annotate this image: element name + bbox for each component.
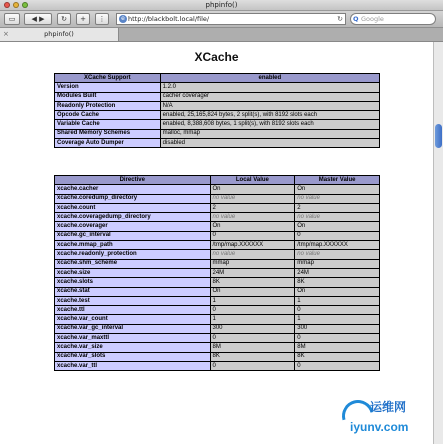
- support-header-cell: XCache Support: [55, 74, 161, 83]
- directive-name: xcache.readonly_protection: [55, 250, 211, 259]
- search-placeholder: Google: [361, 15, 384, 23]
- master-value: 8K: [295, 352, 380, 361]
- vertical-scrollbar[interactable]: [433, 42, 443, 444]
- directive-name: xcache.coveragedump_directory: [55, 213, 211, 222]
- reload-button[interactable]: [57, 13, 71, 25]
- support-table: [54, 73, 380, 148]
- local-value: 8K: [210, 352, 295, 361]
- local-value: no value: [210, 250, 295, 259]
- page-title: XCache: [194, 50, 239, 64]
- master-value: 0: [295, 361, 380, 370]
- printer-icon: ▭: [8, 15, 16, 23]
- directive-table-body: [55, 185, 380, 371]
- search-engine-icon[interactable]: Q: [353, 15, 359, 23]
- directive-name: xcache.count: [55, 203, 211, 212]
- title-bar[interactable]: [0, 0, 443, 11]
- directive-header-cell: Local Value: [210, 176, 295, 185]
- master-value: On: [295, 222, 380, 231]
- support-label: Readonly Protection: [55, 101, 161, 110]
- support-row: [55, 92, 380, 101]
- support-label: Coverage Auto Dumper: [55, 139, 161, 148]
- tab-bar: [0, 28, 443, 42]
- watermark-logo: [336, 396, 436, 440]
- directive-name: xcache.test: [55, 296, 211, 305]
- directive-name: xcache.var_maxttl: [55, 334, 211, 343]
- local-value: no value: [210, 194, 295, 203]
- page-content: [0, 42, 433, 444]
- support-label: Opcode Cache: [55, 111, 161, 120]
- master-value: 8K: [295, 278, 380, 287]
- snapback-icon: ⋮: [98, 15, 106, 23]
- directive-name: xcache.coredump_directory: [55, 194, 211, 203]
- directive-row: [55, 306, 380, 315]
- support-value: cacher coverager: [160, 92, 379, 101]
- address-bar[interactable]: [116, 13, 346, 25]
- directive-name: xcache.stat: [55, 287, 211, 296]
- back-forward-buttons[interactable]: [24, 13, 52, 25]
- watermark-chinese: 运维网: [370, 400, 407, 414]
- local-value: 0: [210, 306, 295, 315]
- master-value: 0: [295, 306, 380, 315]
- local-value: /tmp/map.XXXXXX: [210, 241, 295, 250]
- local-value: mmap: [210, 259, 295, 268]
- directive-name: xcache.slots: [55, 278, 211, 287]
- directive-name: xcache.var_gc_interval: [55, 324, 211, 333]
- local-value: 2: [210, 203, 295, 212]
- browser-toolbar: [0, 11, 443, 28]
- directive-row: [55, 222, 380, 231]
- directive-row: [55, 241, 380, 250]
- master-value: mmap: [295, 259, 380, 268]
- local-value: On: [210, 287, 295, 296]
- support-row: [55, 83, 380, 92]
- directive-table: [54, 175, 380, 371]
- directive-row: [55, 361, 380, 370]
- directive-row: [55, 324, 380, 333]
- directive-name: xcache.var_count: [55, 315, 211, 324]
- directive-header-cell: Master Value: [295, 176, 380, 185]
- master-value: 1: [295, 296, 380, 305]
- directive-name: xcache.mmap_path: [55, 241, 211, 250]
- local-value: 0: [210, 334, 295, 343]
- globe-icon: e: [119, 15, 127, 23]
- tab-close-icon[interactable]: ×: [3, 30, 9, 38]
- master-value: 24M: [295, 268, 380, 277]
- support-label: Variable Cache: [55, 120, 161, 129]
- master-value: On: [295, 185, 380, 194]
- master-value: no value: [295, 250, 380, 259]
- support-value: N/A: [160, 101, 379, 110]
- directive-name: xcache.var_slots: [55, 352, 211, 361]
- tab-label: phpinfo(): [44, 30, 74, 38]
- directive-row: [55, 231, 380, 240]
- directive-name: xcache.coverager: [55, 222, 211, 231]
- support-row: [55, 111, 380, 120]
- directive-name: xcache.gc_interval: [55, 231, 211, 240]
- support-label: Shared Memory Schemes: [55, 129, 161, 138]
- directive-name: xcache.ttl: [55, 306, 211, 315]
- support-label: Version: [55, 83, 161, 92]
- local-value: 8K: [210, 278, 295, 287]
- address-text[interactable]: http://blackbolt.local/file/: [128, 15, 210, 23]
- local-value: 0: [210, 361, 295, 370]
- search-field[interactable]: [350, 13, 436, 25]
- directive-row: [55, 278, 380, 287]
- support-value: 1.2.0: [160, 83, 379, 92]
- tab-phpinfo[interactable]: [0, 28, 119, 41]
- directive-row: [55, 334, 380, 343]
- master-value: no value: [295, 194, 380, 203]
- directive-name: xcache.cacher: [55, 185, 211, 194]
- local-value: 24M: [210, 268, 295, 277]
- directive-header-cell: Directive: [55, 176, 211, 185]
- directive-row: [55, 185, 380, 194]
- directive-row: [55, 287, 380, 296]
- reload-icon: ↻: [61, 15, 67, 23]
- directive-row: [55, 194, 380, 203]
- local-value: 300: [210, 324, 295, 333]
- back-arrow-icon[interactable]: ◀: [31, 15, 37, 23]
- directive-name: xcache.shm_scheme: [55, 259, 211, 268]
- watermark-url: iyunv.com: [350, 420, 409, 434]
- local-value: no value: [210, 213, 295, 222]
- forward-arrow-icon[interactable]: ▶: [39, 15, 45, 23]
- directive-row: [55, 213, 380, 222]
- support-label: Modules Built: [55, 92, 161, 101]
- master-value: 0: [295, 334, 380, 343]
- master-value: 2: [295, 203, 380, 212]
- support-row: [55, 139, 380, 148]
- support-header-row: [55, 74, 380, 83]
- address-reload-icon[interactable]: ↻: [337, 15, 343, 23]
- support-row: [55, 101, 380, 110]
- directive-name: xcache.size: [55, 268, 211, 277]
- window-title: phpinfo(): [205, 1, 238, 9]
- scrollbar-thumb[interactable]: [435, 124, 442, 148]
- directive-row: [55, 315, 380, 324]
- local-value: 1: [210, 315, 295, 324]
- local-value: 8M: [210, 343, 295, 352]
- support-row: [55, 129, 380, 138]
- support-value: malloc, mmap: [160, 129, 379, 138]
- directive-header-row: [55, 176, 380, 185]
- master-value: 0: [295, 231, 380, 240]
- plus-icon: +: [80, 15, 86, 23]
- support-value: disabled: [160, 139, 379, 148]
- directive-row: [55, 268, 380, 277]
- print-button[interactable]: [4, 13, 20, 25]
- local-value: On: [210, 185, 295, 194]
- support-value: enabled, 8,388,608 bytes, 1 split(s), with 8192 slots each: [160, 120, 379, 129]
- master-value: 300: [295, 324, 380, 333]
- local-value: 1: [210, 296, 295, 305]
- support-value: enabled, 25,165,824 bytes, 2 split(s), with 8192 slots each: [160, 111, 379, 120]
- master-value: 8M: [295, 343, 380, 352]
- local-value: On: [210, 222, 295, 231]
- master-value: 1: [295, 315, 380, 324]
- support-header-cell: enabled: [160, 74, 379, 83]
- directive-row: [55, 343, 380, 352]
- directive-row: [55, 259, 380, 268]
- add-bookmark-button[interactable]: [76, 13, 90, 25]
- directive-row: [55, 352, 380, 361]
- local-value: 0: [210, 231, 295, 240]
- master-value: /tmp/map.XXXXXX: [295, 241, 380, 250]
- directive-row: [55, 250, 380, 259]
- master-value: no value: [295, 213, 380, 222]
- directive-name: xcache.var_ttl: [55, 361, 211, 370]
- support-row: [55, 120, 380, 129]
- master-value: On: [295, 287, 380, 296]
- directive-row: [55, 296, 380, 305]
- directive-name: xcache.var_size: [55, 343, 211, 352]
- snapback-button[interactable]: [95, 13, 109, 25]
- directive-row: [55, 203, 380, 212]
